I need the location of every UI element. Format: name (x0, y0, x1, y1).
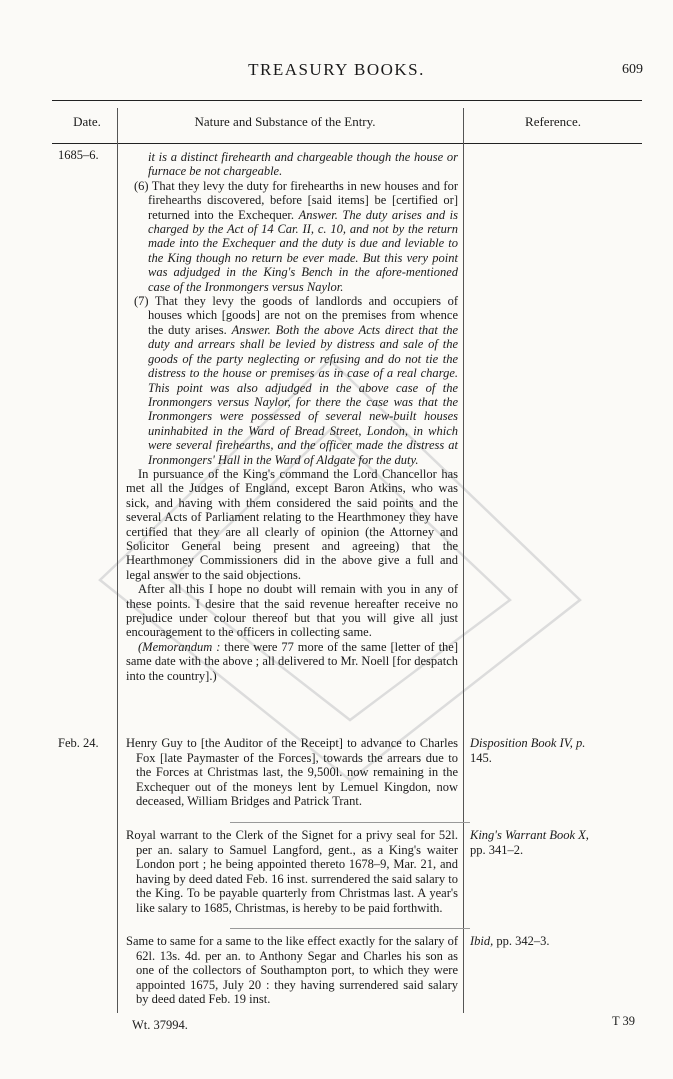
page-header (0, 58, 673, 82)
memorandum-label: (Memorandum : (138, 639, 221, 654)
reference-cell (470, 934, 638, 949)
item-6-text: (6) That they levy the duty for firehearths in new houses and for firehearths discovered, before [said items] be [certified or] returned into the Exchequer. (134, 178, 458, 222)
column-divider-left (117, 108, 118, 1013)
numbered-item-6 (126, 179, 458, 294)
item-7-answer: Answer. Both the above Acts direct that the duty and arrears shall be levied by distress and sale of the goods of the party neglecting or refusing and do not tie the distress to the house or premises as in case of a real charge. This point was also adjudged in the above case of the Ironmongers versus Naylor, for there the case was that the Ironmongers were possessed of several new-built houses uninhabited in the Ward of Bread Street, London, in which were several firehearths, and the officer made the distress at Ironmongers' Hall in the Ward of Aldgate for the duty. (148, 322, 458, 467)
column-header-date: Date. (73, 114, 101, 129)
running-title: TREASURY BOOKS. (248, 60, 425, 79)
footer-signature: T 39 (611, 1014, 635, 1028)
page-number: 609 (622, 62, 643, 77)
entry-separator (230, 928, 470, 929)
entry-text: Henry Guy to [the Auditor of the Receipt] to advance to Charles Fox [late Paymaster of the Forces], towards the arrears due to the Forces at Christmas last, the 9,500l. now remaining in the Exchequer out of the moneys lent by Lemuel Kingdon, now deceased, William Bridges and Patrick Trant. (126, 736, 458, 809)
entry-henry-guy (126, 736, 458, 809)
column-header-row (52, 100, 642, 144)
paragraph-conclusion: After all this I hope no doubt will remain with you in any of these points. I desire that the said revenue hereafter receive no prejudice under colour thereof but that you will give all just encouragement to the officers in collecting same. (126, 582, 458, 640)
item-6-answer: Answer. The duty arises and is charged by the Act of 14 Car. II, c. 10, and not by the return made into the Exchequer and the duty is due and leviable to the King though no return be ever made. But this very point was adjudged in the King's Bench in the afore-mentioned case of the Ironmongers versus Naylor. (148, 207, 458, 294)
date-cell: 1685–6. (58, 148, 99, 162)
memorandum-text: there were 77 more of the same [letter of the] same date with the above ; all delivered to Mr. Noell [for despatch into the country].) (126, 639, 458, 683)
footer-print-code: Wt. 37994. (132, 1018, 188, 1032)
reference-cell (470, 736, 638, 765)
entry-royal-warrant (126, 828, 458, 916)
item-7-text: (7) That they levy the goods of landlords and occupiers of houses which [goods] are not on the premises from whence the duty arises. (134, 294, 458, 337)
reference-title: Ibid, (470, 934, 494, 948)
reference-page: pp. 341–2. (470, 842, 524, 857)
reference-title: King's Warrant Book X, (470, 828, 589, 842)
date-cell: Feb. 24. (58, 736, 99, 750)
column-header-reference: Reference. (525, 114, 581, 129)
memorandum (126, 640, 458, 683)
continued-text: it is a distinct firehearth and chargeable though the house or furnace be not chargeable. (148, 150, 458, 179)
numbered-item-7 (126, 294, 458, 467)
paragraph-judges: In pursuance of the King's command the Lord Chancellor has met all the Judges of England, except Baron Atkins, who was sick, and having with them considered the said points and the several Acts of Parliament relating to the Hearthmoney they have certified that they are all clearly of opinion (the Attorney and Solicitor General being present and agreeing) that the Hearthmoney Commissioners did in the above give a full and legal answer to the said objections. (126, 466, 458, 582)
column-divider-right (463, 108, 464, 1013)
entry-same-to-same (126, 934, 458, 1007)
reference-page: pp. 342–3. (496, 934, 550, 948)
entry-body-1685 (126, 150, 458, 683)
reference-title: Disposition Book IV, p. (470, 736, 586, 750)
reference-page: 145. (470, 750, 492, 765)
entry-text: Same to same for a same to the like effect exactly for the salary of 62l. 13s. 4d. per an. to Anthony Segar and Charles his son as one of the collectors of Southampton port, to which they were appointed 1675, July 20 : they having surrendered said salary by deed dated Feb. 19 inst. (126, 934, 458, 1007)
column-header-nature: Nature and Substance of the Entry. (194, 114, 376, 129)
reference-cell (470, 828, 638, 857)
entry-text: Royal warrant to the Clerk of the Signet for a privy seal for 52l. per an. salary to Samuel Langford, gent., as a King's waiter London port ; he being appointed thereto 1678–9, Mar. 21, and having by deed dated Feb. 16 inst. surrendered the said salary to the King. To be payable quarterly from Christmas last. A year's like salary to 1685, Christmas, is hereby to be paid forthwith. (126, 828, 458, 915)
entry-separator (230, 822, 470, 823)
